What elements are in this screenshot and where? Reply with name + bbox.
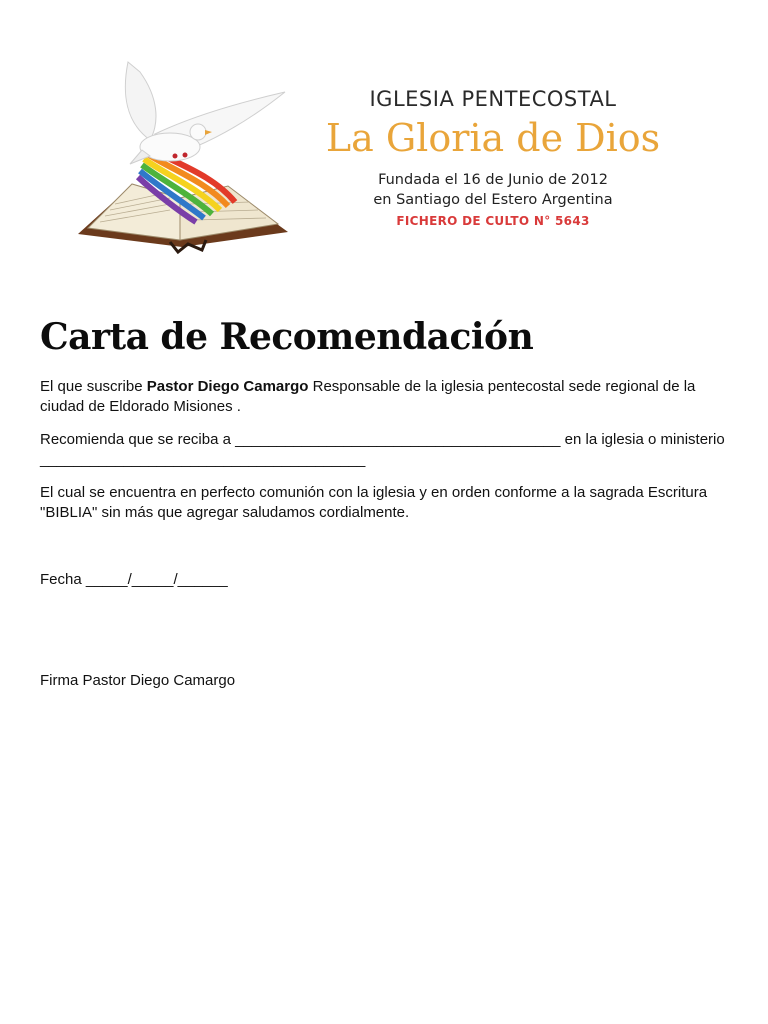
church-header-text [288,86,698,228]
fichero-de-culto: FICHERO DE CULTO N° 5643 [396,214,590,228]
intro-prefix: El que suscribe [40,378,147,395]
date-line: Fecha _____/_____/______ [40,571,228,588]
founded-info [288,170,698,210]
church-header [70,52,710,267]
founded-place: en Santiago del Estero Argentina [373,192,613,208]
pastor-name: Pastor Diego Camargo [146,378,309,395]
intro-suffix: Responsable de la iglesia pentecostal sede regional de la ciudad de Eldorado Misiones . [40,378,696,415]
letter-title: Carta de Recomendación [40,316,534,358]
church-name: La Gloria de Dios [325,116,661,160]
church-type: IGLESIA PENTECOSTAL [369,87,617,111]
church-logo [70,52,300,267]
letter-intro-paragraph [40,377,730,417]
communion-paragraph: El cual se encuentra en perfecto comunión con la iglesia y en orden conforme a la sagrada Escritura "BIBLIA" sin más que agregar saludamos cordialmente. [40,484,708,521]
signature-line: Firma Pastor Diego Camargo [40,672,236,689]
dove-icon [125,62,285,164]
founded-date: Fundada el 16 de Junio de 2012 [378,172,608,188]
recommendation-paragraph: Recomienda que se reciba a _______________________________________ en la iglesia o ministerio _______________________________________ [40,431,725,468]
